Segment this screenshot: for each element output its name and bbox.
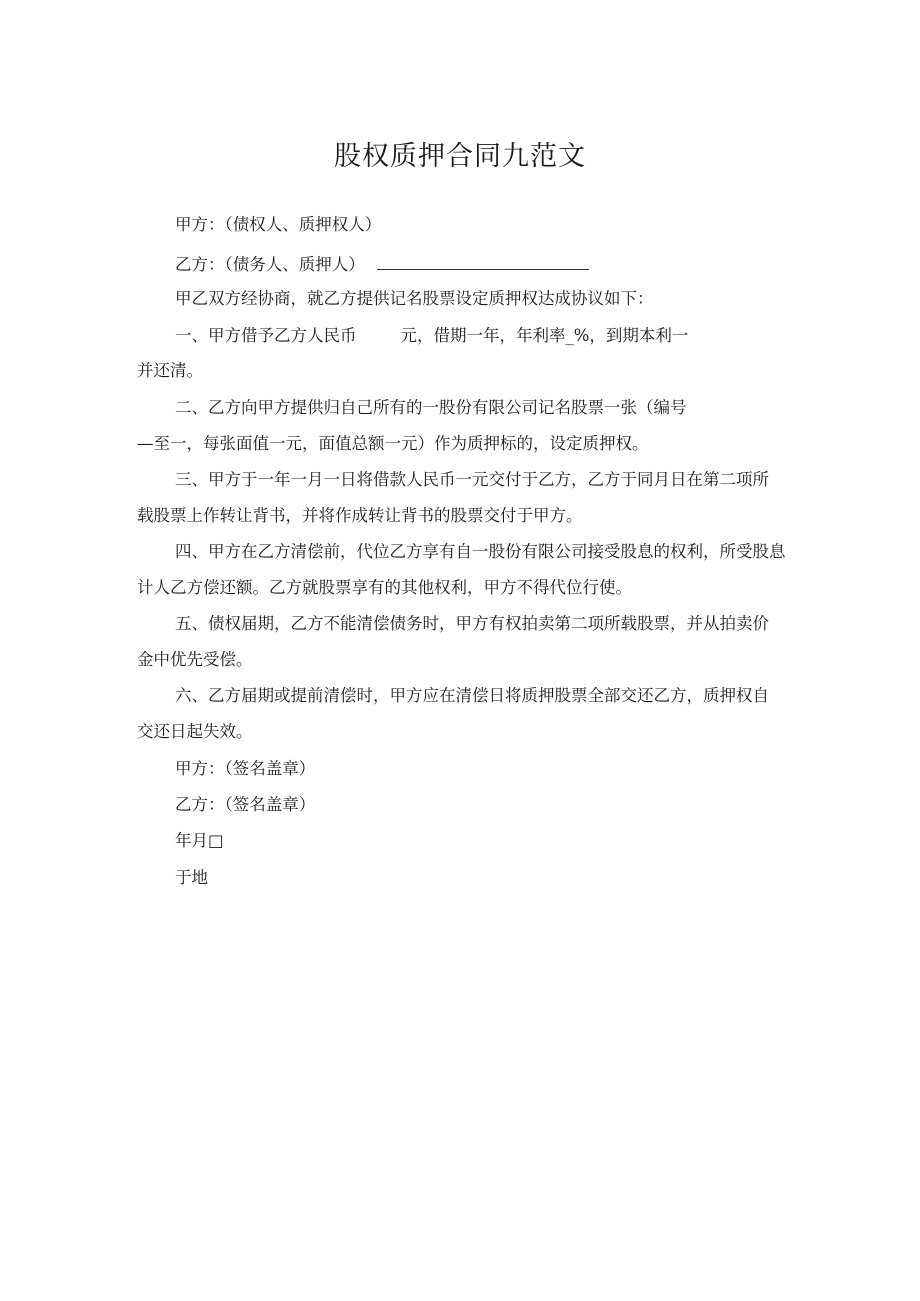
place-line: 于地	[175, 868, 208, 887]
clause-3-line-1: 三、甲方于一年一月一日将借款人民币一元交付于乙方，乙方于同月日在第二项所	[175, 470, 769, 489]
clause-6-line-2: 交还日起失效。	[137, 722, 253, 741]
clause-2-line-1: 二、乙方向甲方提供归自己所有的一股份有限公司记名股票一张（编号	[175, 398, 687, 417]
clause-1-line-1	[175, 324, 688, 348]
party-b-line	[175, 251, 589, 277]
clause-4-line-1: 四、甲方在乙方清偿前，代位乙方享有自一股份有限公司接受股息的权利，所受股息	[175, 542, 786, 561]
clause-6-line-1: 六、乙方届期或提前清偿时，甲方应在清偿日将质押股票全部交还乙方，质押权自	[175, 686, 769, 705]
clause-5-line-2: 金中优先受偿。	[137, 650, 253, 669]
date-line: 年月□	[175, 831, 224, 850]
clause-5-line-1: 五、债权届期，乙方不能清偿债务时，甲方有权拍卖第二项所载股票，并从拍卖价	[175, 614, 769, 633]
party-a-label: 甲方：（债权人、质押权人）	[175, 215, 382, 234]
intro-text: 甲乙双方经协商，就乙方提供记名股票设定质押权达成协议如下：	[175, 289, 654, 308]
clause-1-line-2: 并还清。	[137, 361, 203, 380]
clause-1-part-b: 元，借期一年，年利率_%，到期本利一	[400, 326, 689, 345]
clause-3-line-2: 载股票上作转让背书，并将作成转让背书的股票交付于甲方。	[137, 506, 583, 525]
party-b-blank	[377, 251, 589, 270]
clause-4-line-2: 计人乙方偿还额。乙方就股票享有的其他权利，甲方不得代位行使。	[137, 578, 632, 597]
clause-2-line-2: —至一，每张面值一元，面值总额一元）作为质押标的，设定质押权。	[137, 434, 649, 453]
party-b-label: 乙方：（债务人、质押人）	[175, 255, 365, 274]
signature-party-a: 甲方：（签名盖章）	[175, 759, 316, 778]
signature-party-b: 乙方：（签名盖章）	[175, 795, 316, 814]
document-title: 股权质押合同九范文	[334, 141, 586, 172]
clause-1-part-a: 一、甲方借予乙方人民币	[175, 326, 357, 345]
